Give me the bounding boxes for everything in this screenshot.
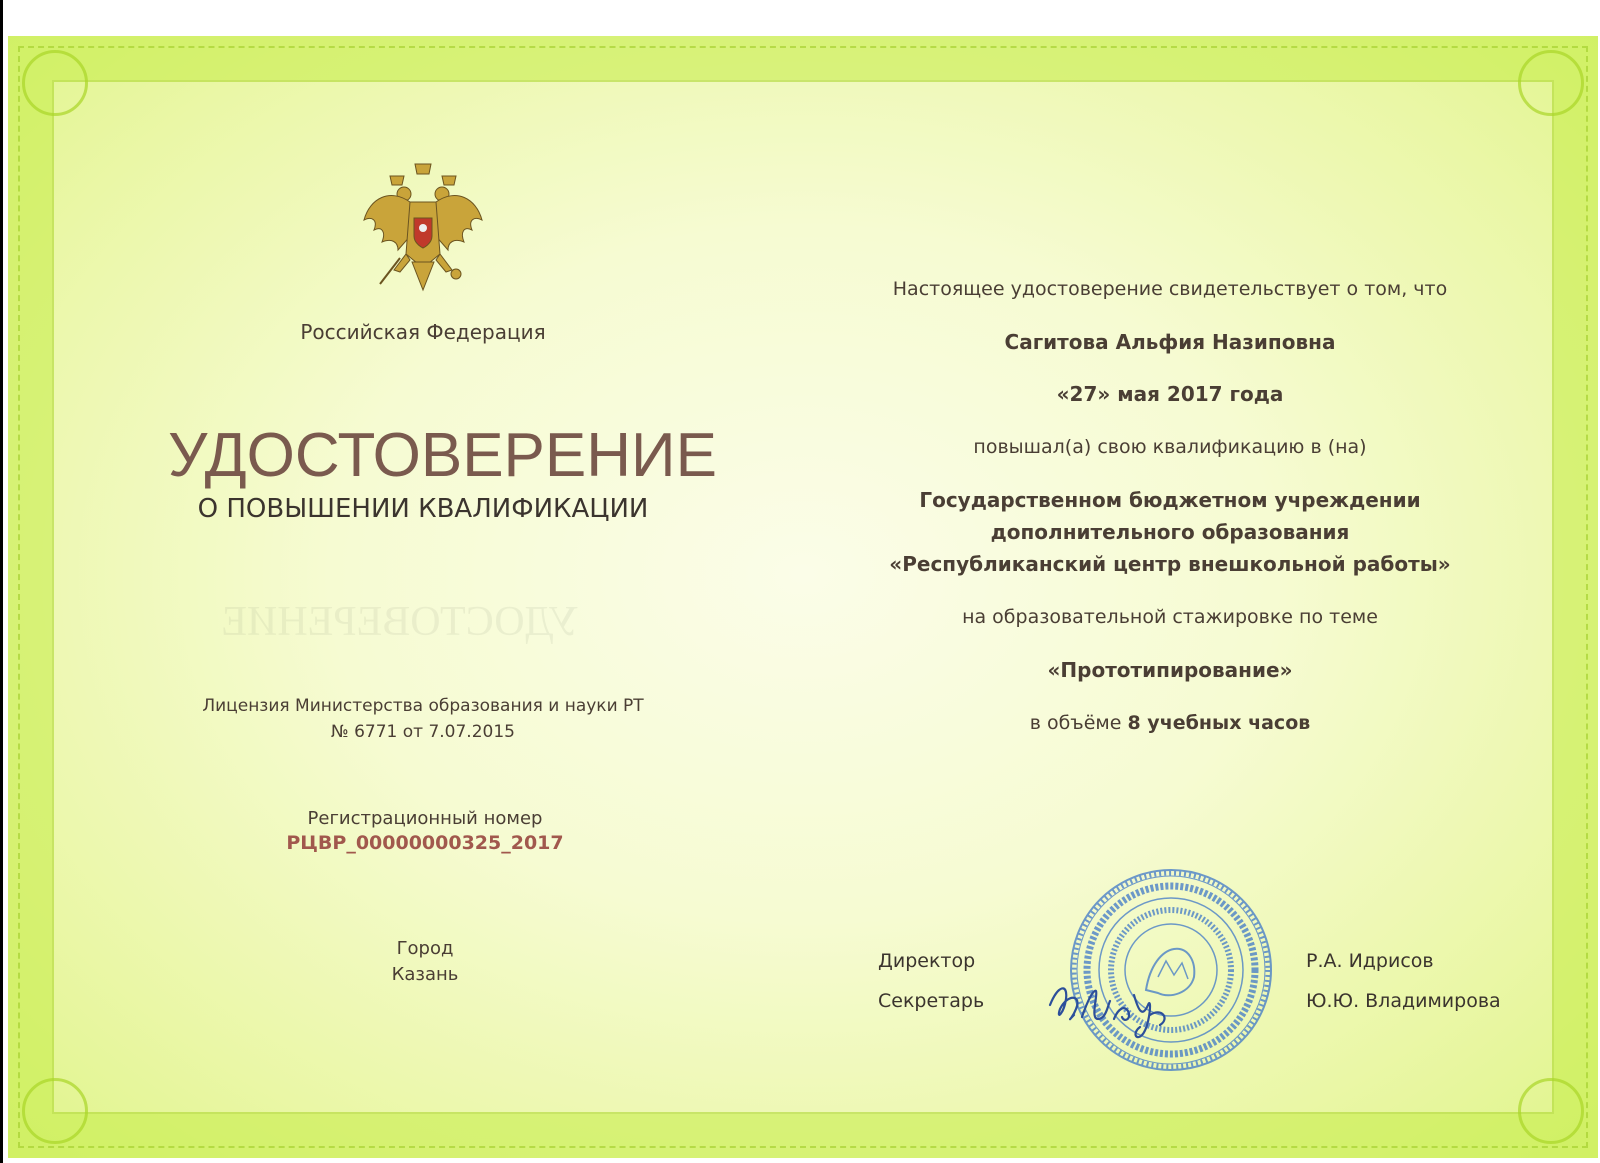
license-line-1: Лицензия Министерства образования и науки РТ xyxy=(202,696,644,716)
certificate-title: УДОСТОВЕРЕНИЕ xyxy=(168,421,717,490)
handwritten-signature-icon xyxy=(1038,965,1218,1045)
hours-prefix: в объёме xyxy=(1029,712,1122,734)
holder-name: Сагитова Альфия Назиповна xyxy=(1004,330,1336,354)
corner-ornament xyxy=(1518,1078,1584,1144)
corner-ornament xyxy=(22,1078,88,1144)
director-name: Р.А. Идрисов xyxy=(1306,950,1434,972)
qualification-action: повышал(а) свою квалификацию в (на) xyxy=(973,436,1367,458)
show-through-text: УДОСТОВЕРЕНИЕ xyxy=(221,599,579,645)
license-line-2: № 6771 от 7.07.2015 xyxy=(331,722,515,742)
secretary-label: Секретарь xyxy=(878,990,985,1012)
organization-line-1: Государственном бюджетном учреждении xyxy=(919,488,1421,512)
secretary-name: Ю.Ю. Владимирова xyxy=(1306,990,1501,1012)
organization-line-2: дополнительного образования xyxy=(990,520,1350,544)
organization-line-3: «Республиканский центр внешкольной работы» xyxy=(889,552,1451,576)
certificate-subtitle: О ПОВЫШЕНИИ КВАЛИФИКАЦИИ xyxy=(197,494,649,524)
certificate-intro: Настоящее удостоверение свидетельствует о том, что xyxy=(892,278,1448,300)
hours-line xyxy=(860,712,1480,734)
theme-label: на образовательной стажировке по теме xyxy=(962,606,1378,628)
hours-value: 8 учебных часов xyxy=(1127,712,1311,734)
coat-of-arms-icon xyxy=(360,158,486,298)
director-label: Директор xyxy=(878,950,976,972)
theme-value: «Прототипирование» xyxy=(1047,658,1293,682)
city-label: Город xyxy=(396,938,454,959)
issue-date: «27» мая 2017 года xyxy=(1056,382,1284,406)
corner-ornament xyxy=(22,50,88,116)
scan-edge-mark xyxy=(0,0,3,1163)
corner-ornament xyxy=(1518,50,1584,116)
registration-label: Регистрационный номер xyxy=(307,808,543,829)
country-name: Российская Федерация xyxy=(300,320,546,344)
registration-number: РЦВР_00000000325_2017 xyxy=(286,832,564,854)
outer-border-lace xyxy=(18,46,1588,1148)
city-value: Казань xyxy=(391,964,459,985)
